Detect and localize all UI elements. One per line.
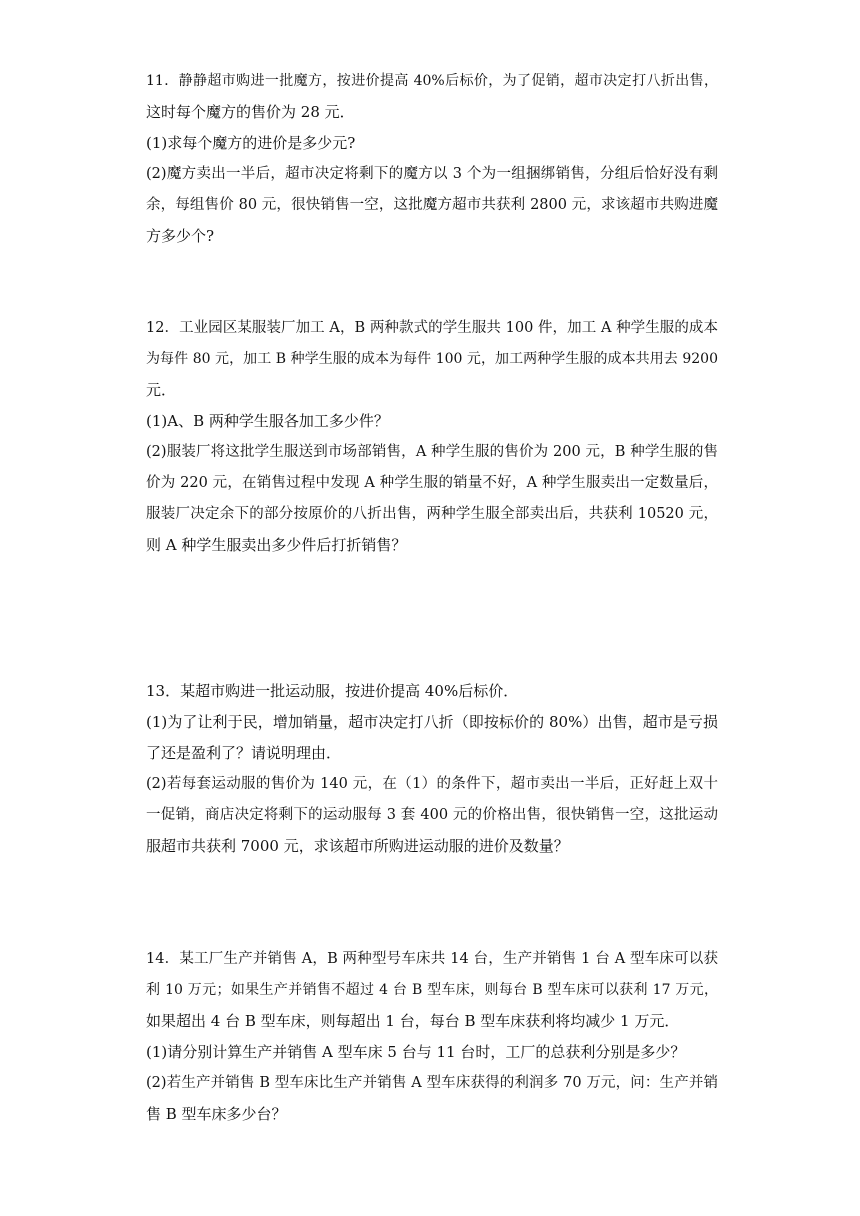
problem-11 [146, 66, 718, 252]
problem-11-line-2: 这时每个魔方的售价为 28 元． [146, 103, 355, 121]
problem-14-line-2: 利 10 万元；如果生产并销售不超过 4 台 B 型车床，则每台 B 型车床可以获利 17 万元， [146, 982, 718, 998]
problem-11-question-1: (1)求每个魔方的进价是多少元? [146, 134, 356, 152]
problem-11-question-2: (2)魔方卖出一半后，超市决定将剩下的魔方以 3 个为一组捆绑销售，分组后恰好没有剩 [146, 166, 718, 182]
problem-14-line-1: 14．某工厂生产并销售 A，B 两种型号车床共 14 台，生产并销售 1 台 A 型车床可以获 [146, 951, 718, 967]
problem-12-line-8: 则 A 种学生服卖出多少件后打折销售？ [146, 536, 407, 554]
problem-12-question-2: (2)服装厂将这批学生服送到市场部销售，A 种学生服的售价为 200 元，B 种学生服的售 [146, 444, 718, 460]
problem-13-line-5: 一促销，商店决定将剩下的运动服每 3 套 400 元的价格出售，很快销售一空，这批运动 [146, 807, 718, 823]
problem-14-line-3: 如果超出 4 台 B 型车床，则每超出 1 台，每台 B 型车床获利将均减少 1 万元． [146, 1012, 680, 1030]
problem-13-line-3: 了还是盈利了？请说明理由． [146, 744, 342, 762]
problem-12-line-7: 服装厂决定余下的部分按原价的八折出售，两种学生服全部卖出后，共获利 10520 元， [146, 506, 718, 522]
problem-11-line-6: 方多少个? [146, 227, 215, 245]
problem-12-line-1: 12．工业园区某服装厂加工 A，B 两种款式的学生服共 100 件，加工 A 种学生服的成本 [146, 320, 718, 336]
problem-13-question-1: (1)为了让利于民，增加销量，超市决定打八折（即按标价的 80%）出售，超市是亏损 [146, 713, 718, 731]
problem-12-question-1: (1)A、B 两种学生服各加工多少件？ [146, 412, 389, 430]
problem-14-line-6: 售 B 型车床多少台？ [146, 1105, 287, 1123]
problem-12-line-6: 价为 220 元，在销售过程中发现 A 种学生服的销量不好，A 种学生服卖出一定数量后， [146, 475, 718, 491]
problem-14 [146, 944, 718, 1130]
problem-12-line-2: 为每件 80 元，加工 B 种学生服的成本为每件 100 元，加工两种学生服的成本共用去 9200 [146, 351, 718, 367]
problem-12 [146, 313, 718, 561]
problem-14-question-2: (2)若生产并销售 B 型车床比生产并销售 A 型车床获得的利润多 70 万元，问：生产并销 [146, 1075, 718, 1091]
problem-13-line-6: 服超市共获利 7000 元，求该超市所购进运动服的进价及数量？ [146, 837, 569, 855]
problem-11-line-5: 余，每组售价 80 元，很快销售一空，这批魔方超市共获利 2800 元，求该超市共购进魔 [146, 197, 718, 213]
problem-14-question-1: (1)请分别计算生产并销售 A 型车床 5 台与 11 台时，工厂的总获利分别是多少？ [146, 1043, 686, 1061]
problem-13 [146, 676, 718, 862]
problem-13-question-2: (2)若每套运动服的售价为 140 元，在（1）的条件下，超市卖出一半后，正好赶上双十 [146, 776, 718, 792]
problem-11-line-1: 11．静静超市购进一批魔方，按进价提高 40%后标价，为了促销，超市决定打八折出售， [146, 73, 718, 89]
problem-12-line-3: 元． [146, 381, 177, 399]
problem-13-line-1: 13．某超市购进一批运动服，按进价提高 40%后标价． [146, 682, 519, 700]
